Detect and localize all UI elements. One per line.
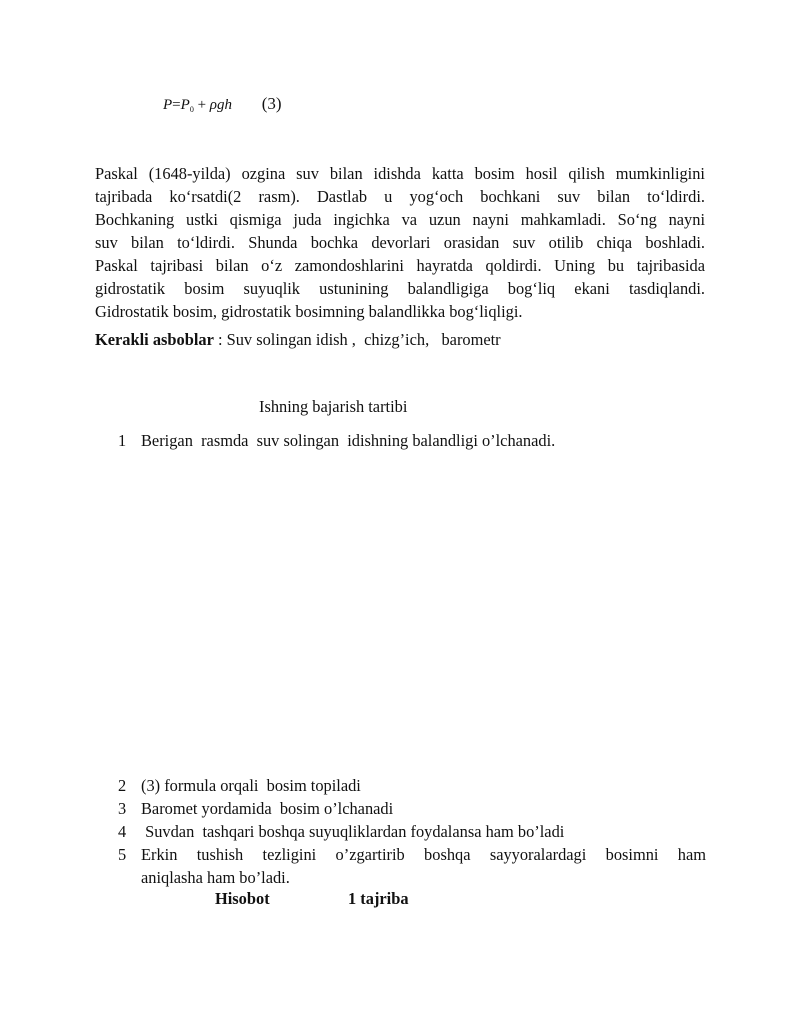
step-number: 4 [118,822,127,841]
formula-equals: = [172,97,181,113]
formula-lhs: P [163,97,173,113]
paragraph-line: suv bilan to‘ldirdi. Shunda bochka devorlari orasidan suv otilib chiqa boshladi. [95,233,705,252]
step-number: 1 [118,431,127,450]
formula-number: (3) [261,94,282,113]
procedure-title: Ishning bajarish tartibi [259,397,408,416]
report-experiment: 1 tajriba [348,889,409,908]
report-heading [215,888,409,910]
step-text-line: Erkin tushish tezligini o’zgartirib boshqa sayyoralardagi bosimni ham [141,845,706,864]
step-text: Baromet yordamida bosim o’lchanadi [141,799,394,818]
list-item [118,797,706,820]
pressure-formula [163,94,282,120]
list-item [118,429,706,452]
formula-plus: + [197,97,207,113]
formula-term: ρgh [209,97,232,113]
list-item [118,843,706,889]
paragraph-line: Paskal (1648-yilda) ozgina suv bilan idishda katta bosim hosil qilish mumkinligini [95,164,705,183]
paragraph-line: Gidrostatik bosim, gidrostatik bosimning balandlikka bog‘liqligi. [95,302,523,321]
step-text: Berigan rasmda suv solingan idishning balandligi o’lchanadi. [141,431,556,450]
step-text: (3) formula orqali bosim topiladi [141,776,361,795]
formula-p0: P [180,97,190,113]
step-number: 5 [118,845,127,864]
step-number: 3 [118,799,127,818]
paragraph-line: gidrostatik bosim suyuqlik ustunining balandligiga bog‘liq ekani tasdiqlandi. [95,279,705,298]
tools-list: : Suv solingan idish , chizg’ich, barometr [213,330,501,349]
step-text: Suvdan tashqari boshqa suyuqliklardan foydalansa ham bo’ladi [141,822,565,841]
step-text-line: aniqlasha ham bo’ladi. [141,868,290,887]
paragraph-line: Bochkaning ustki qismiga juda ingichka va uzun nayni mahkamladi. So‘ng nayni [95,210,705,229]
formula-p0-subscript: 0 [189,105,194,114]
step-number: 2 [118,776,127,795]
report-label: Hisobot [215,889,270,908]
list-item [118,774,706,797]
pascal-paragraph [95,162,705,323]
paragraph-line: tajribada ko‘rsatdi(2 rasm). Dastlab u yog‘och bochkani suv bilan to‘ldirdi. [95,187,705,206]
list-item [118,820,706,843]
paragraph-line: Paskal tajribasi bilan o‘z zamondoshlarini hayratda qoldirdi. Uning bu tajribasida [95,256,705,275]
required-tools [95,329,705,351]
step-text [141,843,706,889]
tools-label: Kerakli asboblar [95,330,214,349]
